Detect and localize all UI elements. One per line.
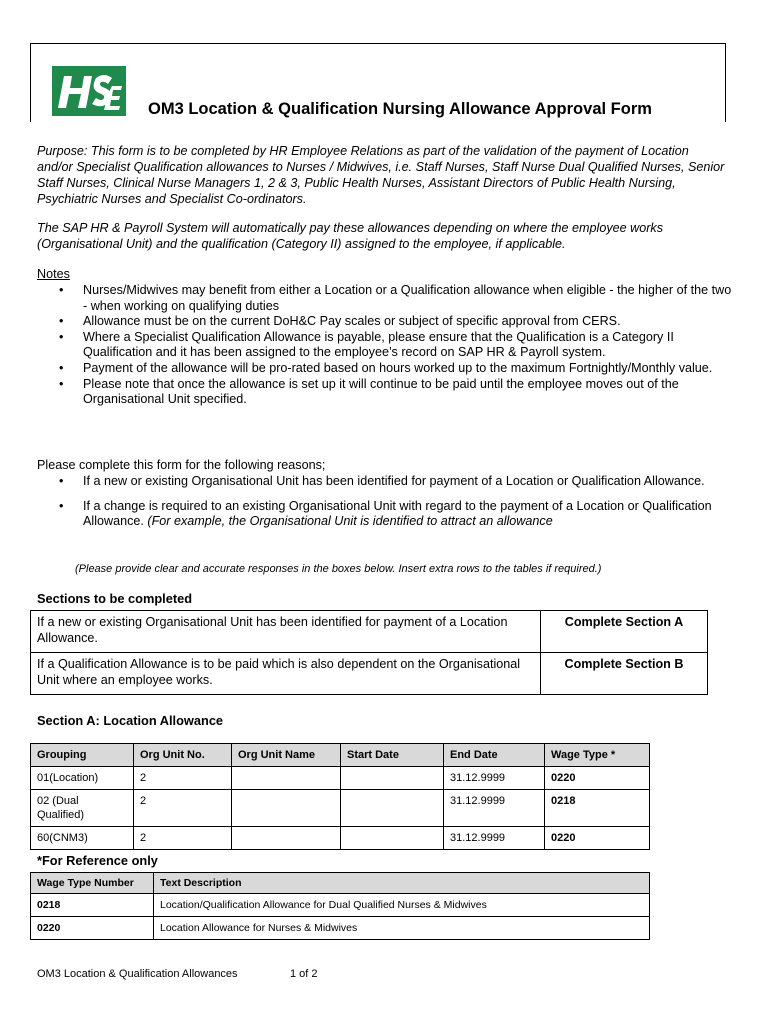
cell-org-unit-no: 2 xyxy=(134,790,232,827)
section-action: Complete Section A xyxy=(541,611,708,653)
notes-list xyxy=(37,283,737,408)
cell-org-unit-no: 2 xyxy=(134,767,232,790)
cell-start-date[interactable] xyxy=(341,767,444,790)
table-row xyxy=(31,653,708,695)
cell-end-date: 31.12.9999 xyxy=(444,767,545,790)
cell-grouping: 60(CNM3) xyxy=(31,827,134,850)
cell-description: Location/Qualification Allowance for Dual Qualified Nurses & Midwives xyxy=(154,894,650,917)
cell-end-date: 31.12.9999 xyxy=(444,790,545,827)
cell-wage-type: 0220 xyxy=(545,827,650,850)
notes-title: Notes xyxy=(37,267,70,281)
footer-doc-name: OM3 Location & Qualification Allowances xyxy=(37,968,238,980)
note-item: • Nurses/Midwives may benefit from either a Location or a Qualification allowance when eligible - the higher of the two - when working on qualifying duties xyxy=(37,283,737,314)
table-header-row xyxy=(31,744,650,767)
purpose-text: Purpose: This form is to be completed by HR Employee Relations as part of the validation of the payment of Location and/or Specialist Qualification allowances to Nurses / Midwives, i.e. Staff Nurses, Staff Nurse Dual Qualified Nurses, Senior Staff Nurses, Clinical Nurse Managers 1, 2 & 3, Public Health Nurses, Assistant Directors of Public Health Nursing, Psychiatric Nurses and Specialist Co-ordinators. xyxy=(37,144,725,206)
cell-org-unit-name[interactable] xyxy=(232,790,341,827)
cell-org-unit-name[interactable] xyxy=(232,767,341,790)
table-row xyxy=(31,767,650,790)
note-item: • Where a Specialist Qualification Allowance is payable, please ensure that the Qualification is a Category II Qualification and it has been assigned to the employee’s record on SAP HR & Payroll system. xyxy=(37,330,737,361)
sections-table xyxy=(30,610,708,695)
sections-heading: Sections to be completed xyxy=(37,591,193,606)
section-condition: If a new or existing Organisational Unit has been identified for payment of a Location Allowance. xyxy=(31,611,541,653)
cell-grouping: 02 (Dual Qualified) xyxy=(31,790,134,827)
cell-org-unit-no: 2 xyxy=(134,827,232,850)
cell-description: Location Allowance for Nurses & Midwives xyxy=(154,917,650,940)
note-item: • Allowance must be on the current DoH&C Pay scales or subject of specific approval from CERS. xyxy=(37,314,737,330)
note-item: • Payment of the allowance will be pro-rated based on hours worked up to the maximum Fortnightly/Monthly value. xyxy=(37,361,737,377)
col-header-wage-type-number: Wage Type Number xyxy=(31,873,154,894)
col-header-org-unit-name: Org Unit Name xyxy=(232,744,341,767)
table-header-row xyxy=(31,873,650,894)
table-row xyxy=(31,917,650,940)
cell-wage-code: 0218 xyxy=(31,894,154,917)
col-header-end-date: End Date xyxy=(444,744,545,767)
table-row xyxy=(31,894,650,917)
col-header-org-unit-no: Org Unit No. xyxy=(134,744,232,767)
reference-heading: *For Reference only xyxy=(37,853,158,868)
reason-item xyxy=(37,499,727,530)
cell-wage-type: 0220 xyxy=(545,767,650,790)
footer-page-number: 1 of 2 xyxy=(290,968,318,980)
section-condition: If a Qualification Allowance is to be paid which is also dependent on the Organisational Unit where an employee works. xyxy=(31,653,541,695)
sap-note-text: The SAP HR & Payroll System will automatically pay these allowances depending on where the employee works (Organisational Unit) and the qualification (Category II) assigned to the employee, if applicable. xyxy=(37,221,664,251)
col-header-wage-type: Wage Type * xyxy=(545,744,650,767)
cell-start-date[interactable] xyxy=(341,827,444,850)
reason-item: • If a new or existing Organisational Unit has been identified for payment of a Location or Qualification Allowance. xyxy=(37,474,727,490)
reasons-list xyxy=(37,474,727,530)
reason-text: If a change is required to an existing Organisational Unit with regard to the payment of a Location or Qualification Allowance. xyxy=(83,498,712,529)
cell-wage-type: 0218 xyxy=(545,790,650,827)
table-row xyxy=(31,611,708,653)
note-item: • Please note that once the allowance is set up it will continue to be paid until the employee moves out of the Organisational Unit specified. xyxy=(37,377,737,408)
section-a-heading: Section A: Location Allowance xyxy=(37,713,224,728)
hse-logo xyxy=(52,66,126,116)
table-row xyxy=(31,827,650,850)
col-header-start-date: Start Date xyxy=(341,744,444,767)
col-header-text-description: Text Description xyxy=(154,873,650,894)
reference-table xyxy=(30,872,650,940)
cell-start-date[interactable] xyxy=(341,790,444,827)
reason-example: (For example, the Organisational Unit is identified to attract an allowance xyxy=(147,514,553,529)
page-title: OM3 Location & Qualification Nursing Allowance Approval Form xyxy=(148,100,652,118)
section-action: Complete Section B xyxy=(541,653,708,695)
table-row xyxy=(31,790,650,827)
reasons-title: Please complete this form for the following reasons; xyxy=(37,458,326,472)
cell-end-date: 31.12.9999 xyxy=(444,827,545,850)
cell-org-unit-name[interactable] xyxy=(232,827,341,850)
instruction-text: (Please provide clear and accurate responses in the boxes below. Insert extra rows to the tables if required.) xyxy=(75,563,602,575)
location-allowance-table xyxy=(30,743,650,850)
cell-wage-code: 0220 xyxy=(31,917,154,940)
col-header-grouping: Grouping xyxy=(31,744,134,767)
cell-grouping: 01(Location) xyxy=(31,767,134,790)
